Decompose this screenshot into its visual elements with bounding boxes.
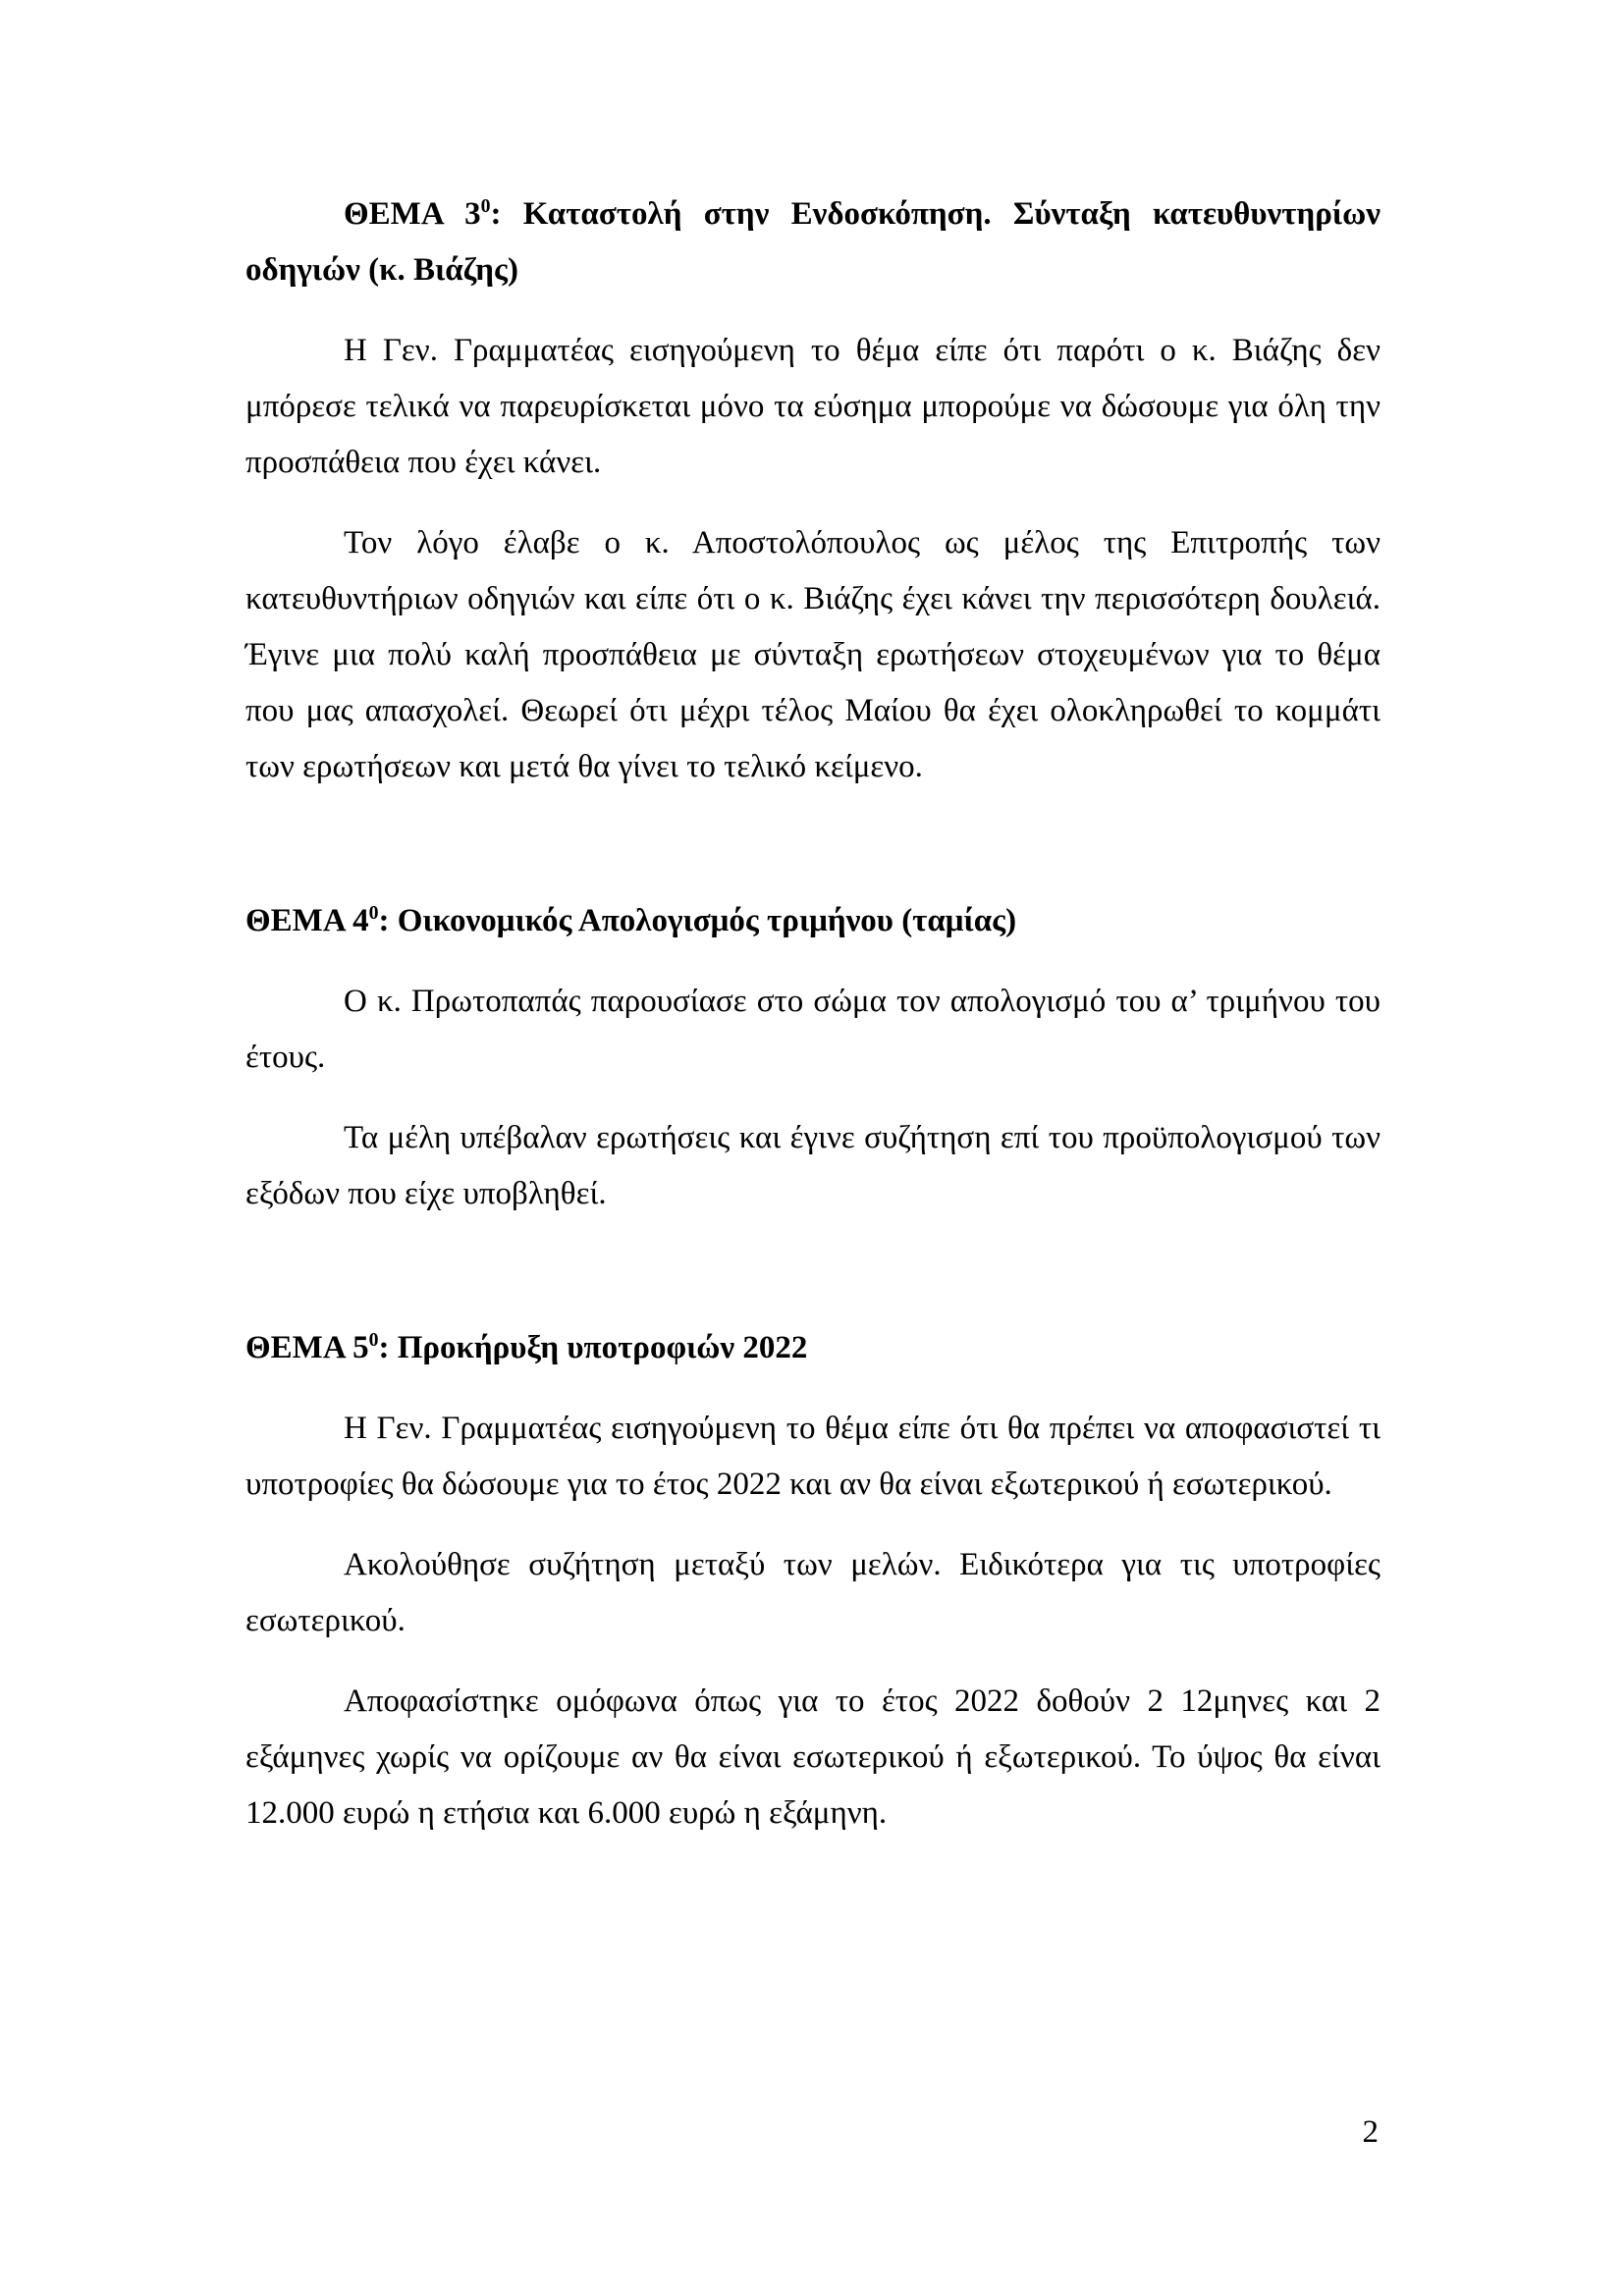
heading-ordinal-superscript: 0 <box>368 902 379 924</box>
page-number: 2 <box>1362 2114 1379 2150</box>
section-heading-thema-4 <box>245 893 1380 949</box>
section-thema-3 <box>245 187 1380 795</box>
section-heading-thema-5 <box>245 1320 1380 1376</box>
heading-text: : Οικονομικός Απολογισμός τριμήνου (ταμίας) <box>378 903 1017 938</box>
heading-text: : Καταστολή στην Ενδοσκόπηση. Σύνταξη κατευθυντηρίων οδηγιών (κ. Βιάζης) <box>245 196 1380 288</box>
heading-text: ΘΕΜΑ 3 <box>344 196 481 232</box>
section-heading-thema-3 <box>245 187 1380 298</box>
heading-text: ΘΕΜΑ 5 <box>245 1330 369 1365</box>
section-thema-4 <box>245 893 1380 1222</box>
paragraph: Η Γεν. Γραμματέας εισηγούμενη το θέμα είπε ότι παρότι ο κ. Βιάζης δεν μπόρεσε τελικά να παρευρίσκεται μόνο τα εύσημα μπορούμε να δώσουμε για όλη την προσπάθεια που έχει κάνει. <box>245 333 1380 480</box>
heading-ordinal-superscript: 0 <box>368 1329 379 1351</box>
paragraph: Τα μέλη υπέβαλαν ερωτήσεις και έγινε συζήτηση επί του προϋπολογισμού των εξόδων που είχε υποβληθεί. <box>245 1120 1380 1211</box>
section-thema-5 <box>245 1320 1380 1842</box>
heading-ordinal-superscript: 0 <box>480 195 491 217</box>
paragraph: Ακολούθησε συζήτηση μεταξύ των μελών. Ειδικότερα για τις υποτροφίες εσωτερικού. <box>245 1547 1380 1638</box>
paragraph: Η Γεν. Γραμματέας εισηγούμενη το θέμα είπε ότι θα πρέπει να αποφασιστεί τι υποτροφίες θα δώσουμε για το έτος 2022 και αν θα είναι εξωτερικού ή εσωτερικού. <box>245 1411 1380 1502</box>
paragraph: Αποφασίστηκε ομόφωνα όπως για το έτος 2022 δοθούν 2 12μηνες και 2 εξάμηνες χωρίς να ορίζουμε αν θα είναι εσωτερικού ή εξωτερικού. Το ύψος θα είναι 12.000 ευρώ η ετήσια και 6.000 ευρώ η εξάμηνη. <box>245 1683 1380 1831</box>
paragraph: Ο κ. Πρωτοπαπάς παρουσίασε στο σώμα τον απολογισμό του α’ τριμήνου του έτους. <box>245 984 1380 1075</box>
heading-text: : Προκήρυξη υποτροφιών 2022 <box>378 1330 808 1365</box>
paragraph: Τον λόγο έλαβε ο κ. Αποστολόπουλος ως μέλος της Επιτροπής των κατευθυντήριων οδηγιών και είπε ότι ο κ. Βιάζης έχει κάνει την περισσότερη δουλειά. Έγινε μια πολύ καλή προσπάθεια με σύνταξη ερωτήσεων στοχευμένων για το θέμα που μας απασχολεί. Θεωρεί ότι μέχρι τέλος Μαίου θα έχει ολοκληρωθεί το κομμάτι των ερωτήσεων και μετά θα γίνει το τελικό κείμενο. <box>245 525 1380 784</box>
heading-text: ΘΕΜΑ 4 <box>245 903 369 938</box>
document-body <box>245 187 1380 1842</box>
